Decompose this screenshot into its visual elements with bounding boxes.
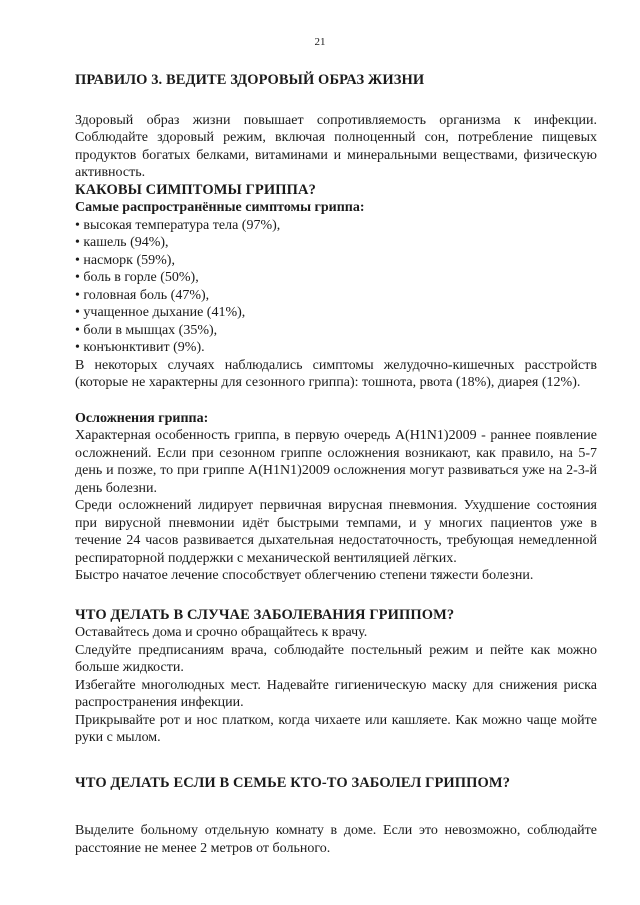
if-sick-paragraph: Оставайтесь дома и срочно обращайтесь к врачу. bbox=[75, 625, 368, 640]
if-sick-paragraph: Избегайте многолюдных мест. Надевайте гигиеническую маску для снижения риска распространения инфекции. bbox=[75, 677, 597, 710]
rule-3-heading: ПРАВИЛО 3. ВЕДИТЕ ЗДОРОВЫЙ ОБРАЗ ЖИЗНИ bbox=[75, 72, 425, 88]
family-paragraph: Выделите больному отдельную комнату в доме. Если это невозможно, соблюдайте расстояние не менее 2 метров от больного. bbox=[75, 823, 597, 856]
complications-paragraph: Среди осложнений лидирует первичная вирусная пневмония. Ухудшение состояния при вирусной пневмонии идёт быстрыми темпами, и у многих пациентов уже в течение 24 часов развивается дыхательная недостаточность, требующая немедленной респираторной поддержки с механической вентиляцией лёгких. bbox=[75, 498, 597, 566]
page-number: 21 bbox=[314, 36, 326, 48]
symptom-item: • боли в мышцах (35%), bbox=[75, 322, 218, 338]
symptom-item: • кашель (94%), bbox=[75, 235, 169, 250]
complications-paragraph: Быстро начатое лечение способствует облегчению степени тяжести болезни. bbox=[75, 568, 534, 583]
symptom-item: • головная боль (47%), bbox=[75, 287, 210, 303]
symptoms-list bbox=[75, 217, 597, 357]
complications-paragraph: Характерная особенность гриппа, в первую очередь A(H1N1)2009 - раннее появление осложнений. Если при сезонном гриппе осложнения возникают, как правило, на 5-7 день и позже, то при гриппе A(H1N1)2009 осложнения могут развиваться уже на 2-3-й день болезни. bbox=[75, 428, 597, 496]
symptoms-subheading: Самые распространённые симптомы гриппа: bbox=[75, 200, 365, 215]
page-content bbox=[75, 72, 597, 857]
symptom-item: • конъюнктивит (9%). bbox=[75, 340, 205, 355]
family-heading: ЧТО ДЕЛАТЬ ЕСЛИ В СЕМЬЕ КТО-ТО ЗАБОЛЕЛ ГРИППОМ? bbox=[75, 774, 511, 791]
if-sick-paragraph: Прикрывайте рот и нос платком, когда чихаете или кашляете. Как можно чаще мойте руки с мылом. bbox=[75, 712, 597, 745]
complications-heading: Осложнения гриппа: bbox=[75, 410, 209, 426]
symptom-item: • высокая температура тела (97%), bbox=[75, 217, 281, 233]
symptom-item: • боль в горле (50%), bbox=[75, 270, 199, 285]
symptom-item: • насморк (59%), bbox=[75, 252, 175, 268]
rule-3-paragraph: Здоровый образ жизни повышает сопротивляемость организма к инфекции. Соблюдайте здоровый режим, включая полноценный сон, потребление пищевых продуктов богатых белками, витаминами и минеральными веществами, физическую активность. bbox=[75, 112, 597, 180]
symptoms-note: В некоторых случаях наблюдались симптомы желудочно-кишечных расстройств (которые не характерны для сезонного гриппа): тошнота, рвота (18%), диарея (12%). bbox=[75, 357, 597, 390]
if-sick-heading: ЧТО ДЕЛАТЬ В СЛУЧАЕ ЗАБОЛЕВАНИЯ ГРИППОМ? bbox=[75, 606, 455, 623]
symptom-item: • учащенное дыхание (41%), bbox=[75, 305, 246, 320]
symptoms-heading: КАКОВЫ СИМПТОМЫ ГРИППА? bbox=[75, 181, 316, 198]
if-sick-paragraph: Следуйте предписаниям врача, соблюдайте постельный режим и пейте как можно больше жидкости. bbox=[75, 642, 597, 675]
